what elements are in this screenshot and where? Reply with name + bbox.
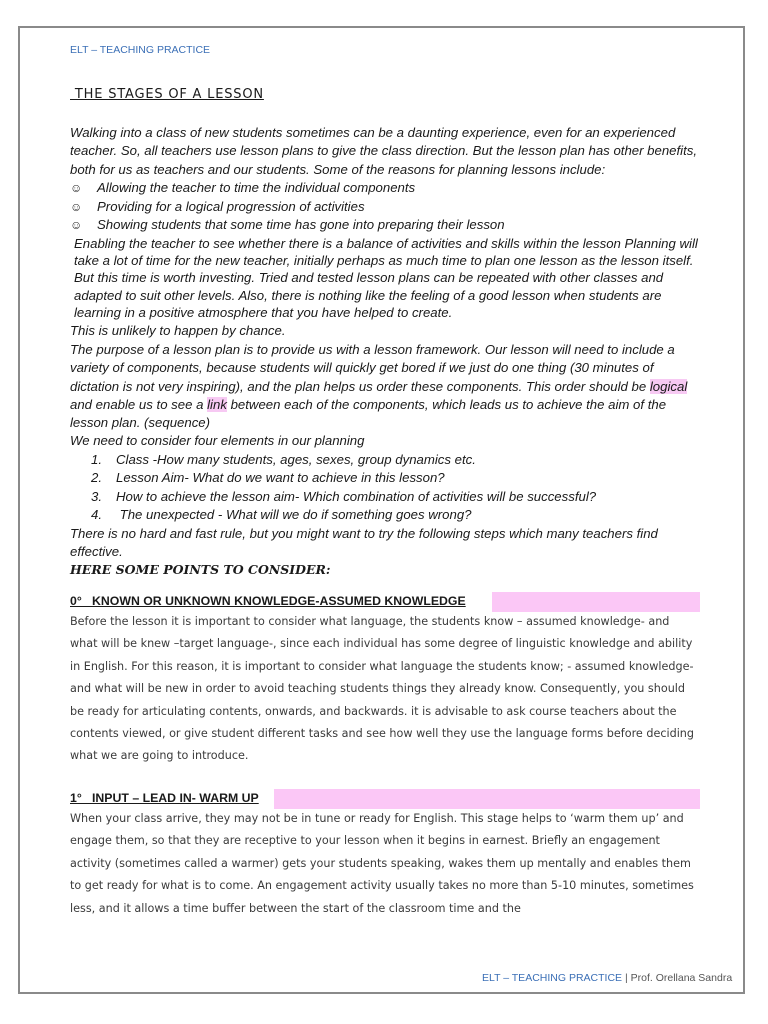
list-item-text: Lesson Aim- What do we want to achieve in this lesson? <box>116 470 445 486</box>
enabling-paragraph: Enabling the teacher to see whether there is a balance of activities and skills within the lesson Planning will take a lot of time for the new teacher, initially perhaps as much time to plan one lesson as the lesson itself. But this time is worth investing. Tried and tested lesson plans can be repeated with other classes and adapted to suit other levels. Also, there is nothing like the feeling of a good lesson when students are learning in a positive atmosphere that you have helped to create. <box>74 236 698 320</box>
purpose-text: The purpose of a lesson plan is to provide us with a lesson framework. Our lesson will need to include a variety of components, because students will quickly get bored if we just do one thing (30 minutes of dictation is not very inspiring), and the plan helps us order these components. This order should be <box>70 342 675 394</box>
list-item-text: Allowing the teacher to time the individual components <box>97 180 416 195</box>
section-body-1: When your class arrive, they may not be in tune or ready for English. This stage helps to ‘warm them up’ and engage them, so that they are receptive to your lesson when it begins in earnest. Briefly an engagement activity (sometimes called a warmer) gets your students speaking, wakes them up mentally and enables them to get ready for what is to come. An engagement activity usually takes no more than 5-10 minutes, sometimes less, and it allows a time buffer between the start of the classroom time and the <box>70 812 694 915</box>
list-item-text: The unexpected - What will we do if something goes wrong? <box>116 506 472 522</box>
highlight-bar <box>274 789 700 809</box>
consider-intro: We need to consider four elements in our planning <box>70 433 365 448</box>
smiley-icon: ☺ <box>70 199 83 214</box>
footer-label: ELT – TEACHING PRACTICE <box>482 972 623 984</box>
elements-list <box>91 451 596 524</box>
intro-paragraph: Walking into a class of new students sometimes can be a daunting experience, even for an experienced teacher. So, all teachers use lesson plans to give the class direction. But the lesson plan has other benefits, both for us as teachers and our students. Some of the reasons for planning lessons include: <box>70 125 698 177</box>
highlighted-word-link: link <box>207 396 227 412</box>
list-item <box>91 506 596 524</box>
list-item <box>91 469 596 487</box>
section-heading-text: 0° KNOWN OR UNKNOWN KNOWLEDGE-ASSUMED KNOWLEDGE <box>70 594 466 608</box>
smiley-icon: ☺ <box>70 181 83 195</box>
list-number: 3. <box>91 488 102 504</box>
smiley-icon: ☺ <box>70 218 83 232</box>
list-item-text: Showing students that some time has gone into preparing their lesson <box>97 217 505 232</box>
list-item-text: How to achieve the lesson aim- Which combination of activities will be successful? <box>116 488 597 504</box>
purpose-paragraph <box>70 341 702 432</box>
no-rule-paragraph: There is no hard and fast rule, but you might want to try the following steps which many teachers find effective. <box>70 526 658 560</box>
purpose-text: and enable us to see a <box>70 396 208 412</box>
purpose-text: between each of the components, which leads us to achieve the aim of the lesson plan. (sequence) <box>70 396 667 431</box>
list-item <box>91 451 596 469</box>
list-item <box>70 216 505 235</box>
list-item <box>91 488 596 506</box>
section-heading-1 <box>68 789 700 809</box>
list-item-text: Class -How many students, ages, sexes, group dynamics etc. <box>116 452 476 467</box>
highlight-bar <box>492 592 700 612</box>
page-footer <box>482 972 732 984</box>
points-heading: HERE SOME POINTS TO CONSIDER: <box>70 562 331 577</box>
list-item-text: Providing for a logical progression of activities <box>97 198 365 214</box>
section-heading-0 <box>68 592 700 612</box>
unlikely-paragraph: This is unlikely to happen by chance. <box>70 323 286 338</box>
footer-separator: | <box>622 972 631 984</box>
highlighted-word-logical: logical <box>649 378 688 394</box>
document-title: THE STAGES OF A LESSON <box>70 87 264 102</box>
list-number: 1. <box>91 452 102 467</box>
header-label: ELT – TEACHING PRACTICE <box>70 44 211 56</box>
section-heading-text: 1° INPUT – LEAD IN- WARM UP <box>70 791 259 805</box>
reasons-list <box>70 179 505 235</box>
list-item <box>70 198 505 217</box>
list-item <box>70 179 505 198</box>
list-number: 4. <box>91 506 102 522</box>
list-number: 2. <box>91 470 102 486</box>
footer-author: Prof. Orellana Sandra <box>630 972 733 984</box>
section-body-0: Before the lesson it is important to consider what language, the students know – assumed knowledge- and what will be knew –target language-, since each individual has some degree of linguistic knowledge and ability in English. For this reason, it is important to consider what language the students know; - assumed knowledge- and what will be new in order to avoid teaching students things they already know. Consequently, you should be ready for articulating contents, onwards, and backwards. it is advisable to ask course teachers about the contents viewed, or give student different tasks and see how well they use the language forms before deciding what we are going to introduce. <box>70 615 695 763</box>
